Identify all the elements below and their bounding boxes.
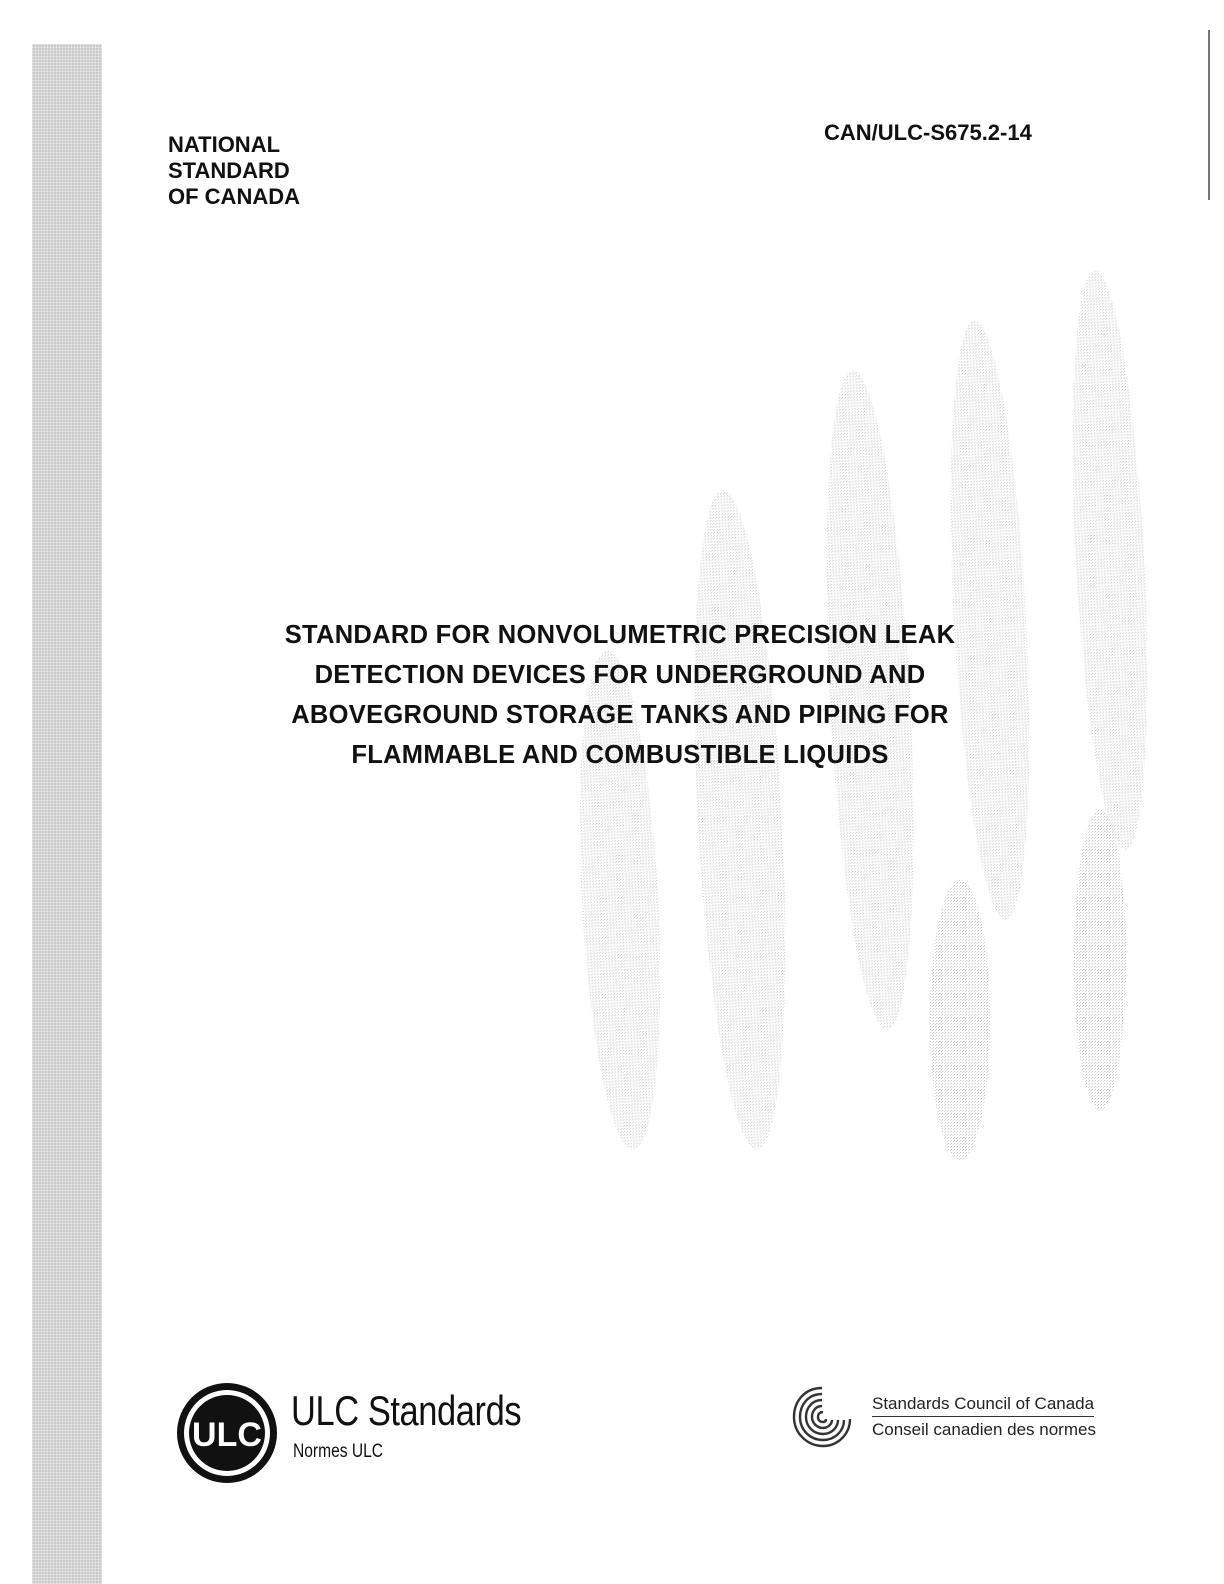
scc-spiral-icon — [790, 1382, 854, 1452]
national-line: NATIONAL — [168, 132, 281, 157]
document-title — [210, 615, 1030, 775]
scc-english-name: Standards Council of Canada — [872, 1394, 1094, 1417]
scc-french-name: Conseil canadien des normes — [872, 1420, 1096, 1439]
national-line: OF CANADA — [168, 184, 300, 209]
ulc-standards-logo — [175, 1381, 575, 1491]
ulc-seal-text: ULC — [192, 1416, 262, 1454]
ulc-normes-name: Normes ULC — [293, 1441, 384, 1462]
ulc-standards-name: ULC Standards — [291, 1387, 522, 1434]
title-line: STANDARD FOR NONVOLUMETRIC PRECISION LEAK — [284, 621, 956, 649]
title-line: DETECTION DEVICES FOR UNDERGROUND AND — [314, 661, 926, 689]
title-line: ABOVEGROUND STORAGE TANKS AND PIPING FOR — [291, 701, 949, 729]
title-line: FLAMMABLE AND COMBUSTIBLE LIQUIDS — [351, 741, 889, 769]
ulc-seal-icon — [175, 1381, 279, 1485]
national-line: STANDARD — [168, 158, 290, 183]
standard-number: CAN/ULC-S675.2-14 — [824, 120, 1032, 145]
national-standard-label — [168, 132, 300, 210]
standards-council-logo — [790, 1380, 1120, 1460]
